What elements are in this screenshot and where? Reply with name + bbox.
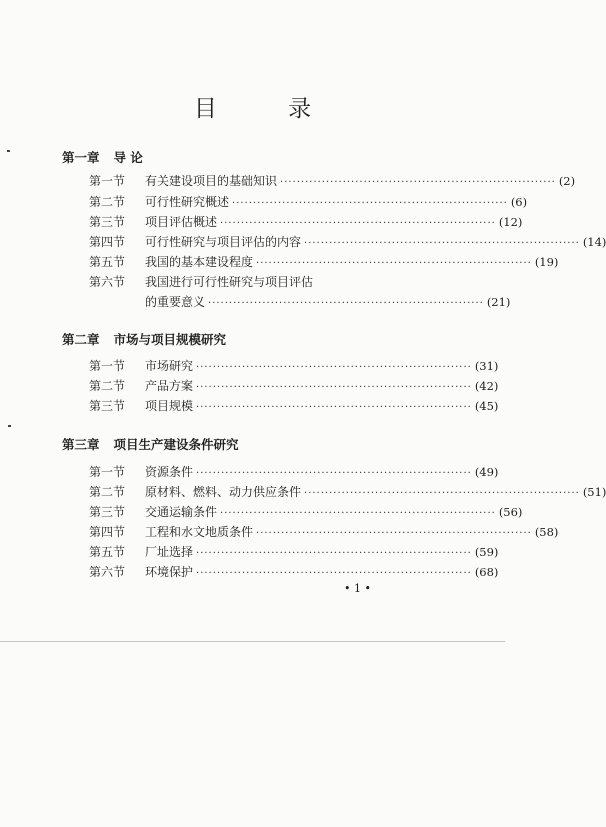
dot-leader: ··································································: [304, 488, 580, 499]
section-title: 我国进行可行性研究与项目评估: [145, 275, 314, 289]
chapter-title: 项目生产建设条件研究: [113, 437, 239, 452]
section-number: 第五节: [89, 545, 126, 559]
dot-leader: ··································································: [220, 508, 496, 519]
dot-leader: ··································································: [196, 468, 472, 479]
section-number: 第二节: [89, 485, 126, 499]
dot-leader: ··································································: [196, 548, 472, 559]
page-number: (45): [474, 399, 499, 413]
chapter-number: 第二章: [62, 332, 100, 347]
section-number: 第二节: [89, 195, 126, 209]
dot-leader: ··································································: [208, 298, 484, 309]
page-number: (42): [474, 379, 499, 393]
page-number: (2): [558, 174, 576, 188]
dot-leader: ··································································: [196, 382, 472, 393]
section-title: 项目规模: [145, 399, 194, 413]
toc-entry[interactable]: [89, 193, 528, 211]
dot-leader: ··································································: [196, 568, 472, 579]
dot-leader: ··································································: [196, 402, 472, 413]
page-number: (31): [474, 359, 499, 373]
section-number: 第一节: [89, 174, 126, 188]
section-number: 第四节: [89, 235, 126, 249]
section-title: 交通运输条件: [145, 505, 218, 519]
page-number: (58): [534, 525, 559, 539]
dot-leader: ··································································: [220, 218, 496, 229]
dot-leader: ··································································: [256, 528, 532, 539]
toc-entry[interactable]: [89, 543, 499, 561]
page-title: 目 录: [193, 96, 344, 122]
page-number: (59): [474, 545, 499, 559]
dot-leader: ··································································: [256, 258, 532, 269]
page-number: (68): [474, 565, 499, 579]
section-number: 第六节: [89, 275, 126, 289]
page-number: (14): [582, 235, 606, 249]
scan-edge-line: [0, 641, 505, 642]
section-title: 可行性研究概述: [145, 195, 230, 209]
page-number: (56): [498, 505, 523, 519]
toc-entry[interactable]: [89, 397, 499, 415]
dot-leader: ··································································: [232, 198, 508, 209]
chapter-number: 第一章: [62, 150, 100, 165]
chapter-heading: [62, 148, 143, 166]
toc-entry[interactable]: [89, 523, 559, 541]
toc-entry[interactable]: [89, 233, 606, 251]
page-number: (19): [534, 255, 559, 269]
chapter-heading: [62, 330, 226, 348]
section-title: 有关建设项目的基础知识: [145, 174, 278, 188]
section-title: 我国的基本建设程度: [145, 255, 254, 269]
scan-speck: [8, 425, 11, 427]
section-title: 资源条件: [145, 465, 194, 479]
section-number: 第五节: [89, 255, 126, 269]
toc-entry[interactable]: [89, 563, 499, 581]
page-number: (6): [510, 195, 528, 209]
toc-entry[interactable]: [89, 213, 523, 231]
page-number: (12): [498, 215, 523, 229]
toc-entry[interactable]: [89, 483, 606, 501]
section-title: 市场研究: [145, 359, 194, 373]
chapter-title: 导 论: [113, 150, 143, 165]
dot-leader: ··································································: [280, 177, 556, 188]
section-title: 工程和水文地质条件: [145, 525, 254, 539]
section-number: 第三节: [89, 215, 126, 229]
dot-leader: ··································································: [196, 362, 472, 373]
section-title: 原材料、燃料、动力供应条件: [145, 485, 302, 499]
section-title: 项目评估概述: [145, 215, 218, 229]
section-number: 第一节: [89, 359, 126, 373]
toc-entry[interactable]: [89, 273, 409, 291]
section-number: 第三节: [89, 399, 126, 413]
toc-entry[interactable]: [89, 357, 499, 375]
toc-entry[interactable]: [89, 463, 499, 481]
section-number: 第六节: [89, 565, 126, 579]
section-number: 第二节: [89, 379, 126, 393]
toc-entry[interactable]: [89, 377, 499, 395]
section-title: 厂址选择: [145, 545, 194, 559]
chapter-number: 第三章: [62, 437, 100, 452]
toc-entry-continuation[interactable]: [145, 293, 511, 311]
toc-entry[interactable]: [89, 253, 559, 271]
section-title: 可行性研究与项目评估的内容: [145, 235, 302, 249]
toc-entry[interactable]: [89, 503, 523, 521]
section-number: 第四节: [89, 525, 126, 539]
chapter-title: 市场与项目规模研究: [113, 332, 227, 347]
page-number: (21): [486, 295, 511, 309]
page-number: (51): [582, 485, 606, 499]
page-folio: • 1 •: [344, 582, 371, 595]
section-title: 环境保护: [145, 565, 194, 579]
page-number: (49): [474, 465, 499, 479]
section-title: 的重要意义: [145, 295, 206, 309]
section-number: 第一节: [89, 465, 126, 479]
scan-speck: [7, 150, 10, 152]
section-number: 第三节: [89, 505, 126, 519]
toc-entry[interactable]: [89, 172, 576, 190]
dot-leader: ··································································: [304, 238, 580, 249]
chapter-heading: [62, 435, 239, 453]
section-title: 产品方案: [145, 379, 194, 393]
